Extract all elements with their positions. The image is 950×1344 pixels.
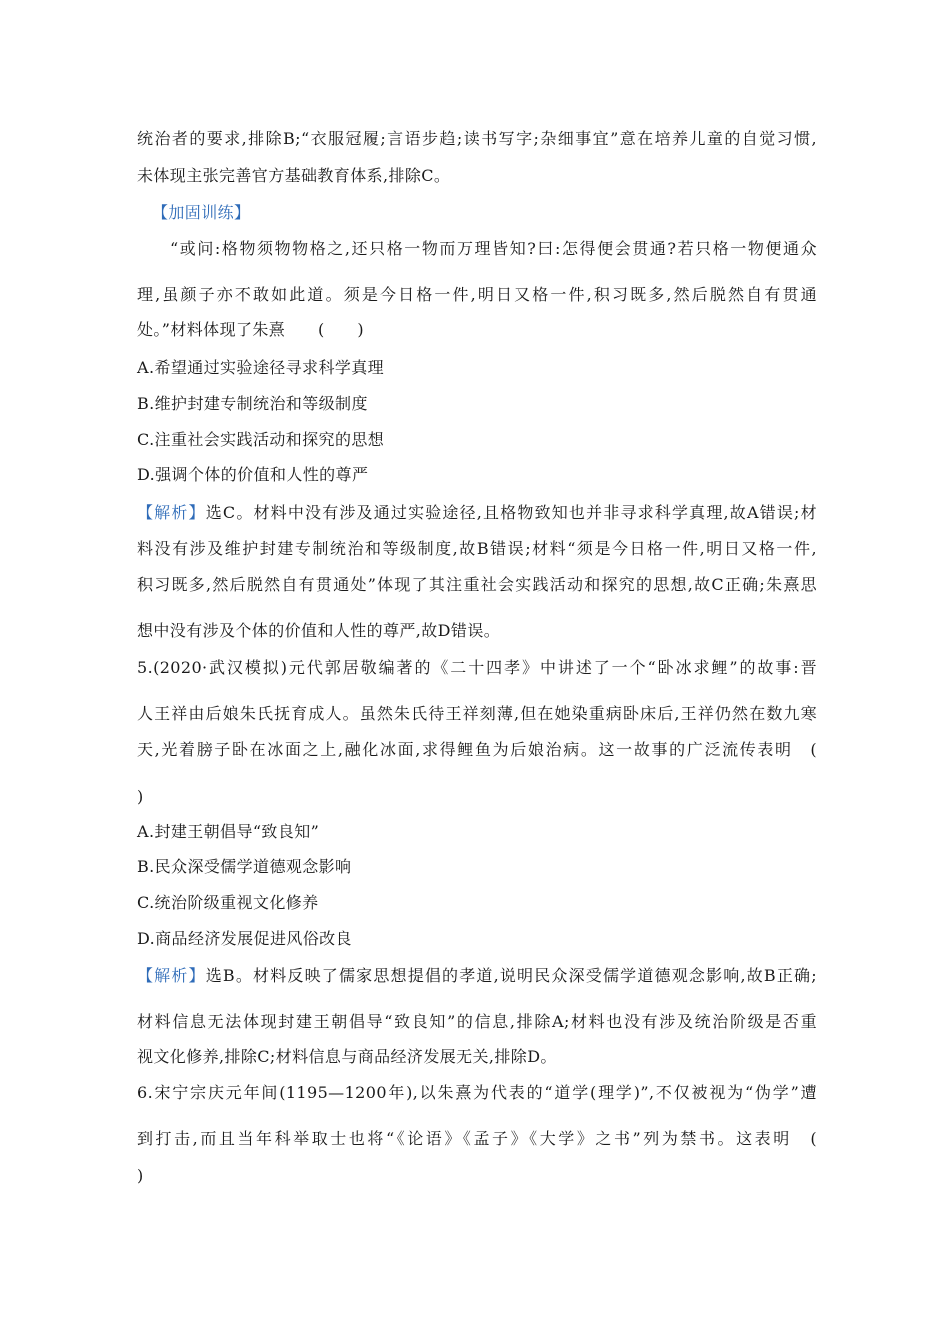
option-a: A.封建王朝倡导“致良知” — [137, 822, 320, 841]
question-5-text: 天,光着膀子卧在冰面之上,融化冰面,求得鲤鱼为后娘治病。这一故事的广泛流传表明 ( — [137, 740, 817, 759]
question-6-text: 到打击,而且当年科举取士也将“《论语》《孟子》《大学》之书”列为禁书。这表明 ( — [137, 1129, 817, 1148]
tag-label: 【加固训练】 — [152, 203, 251, 222]
section-tag-reinforcement — [152, 201, 832, 225]
analysis-tag: 【解析】 — [137, 503, 206, 522]
answer-bracket: ) — [137, 787, 144, 806]
answer-bracket: ) — [137, 1166, 144, 1185]
option-d: D.强调个体的价值和人性的尊严 — [137, 465, 369, 484]
question-5-text: 5.(2020·武汉模拟)元代郭居敬编著的《二十四孝》中讲述了一个“卧冰求鲤”的故事:晋 — [137, 658, 817, 677]
question-text: “或问:格物须物物格之,还只格一物而万理皆知?曰:怎得便会贯通?若只格一物便通众 — [170, 239, 817, 258]
analysis-text: 选C。材料中没有涉及通过实验途径,且格物致知也并非寻求科学真理,故A错误;材 — [205, 503, 818, 522]
analysis-line — [137, 964, 817, 988]
question-6-text: 6.宋宁宗庆元年间(1195—1200年),以朱熹为代表的“道学(理学)”,不仅被视为“伪学”遭 — [137, 1083, 817, 1102]
analysis-line: 积习既多,然后脱然自有贯通处”体现了其注重社会实践活动和探究的思想,故C正确;朱熹思 — [137, 575, 817, 594]
analysis-text: 选B。材料反映了儒家思想提倡的孝道,说明民众深受儒学道德观念影响,故B正确; — [205, 966, 817, 985]
text-line: 未体现主张完善官方基础教育体系,排除C。 — [137, 166, 451, 185]
question-5-text: 人王祥由后娘朱氏抚育成人。虽然朱氏待王祥刻薄,但在她染重病卧床后,王祥仍然在数九寒 — [137, 704, 817, 723]
option-b: B.维护封建专制统治和等级制度 — [137, 394, 368, 413]
analysis-line: 料没有涉及维护封建专制统治和等级制度,故B错误;材料“须是今日格一件,明日又格一件, — [137, 539, 817, 558]
analysis-line: 想中没有涉及个体的价值和人性的尊严,故D错误。 — [137, 621, 501, 640]
option-b: B.民众深受儒学道德观念影响 — [137, 857, 352, 876]
option-a: A.希望通过实验途径寻求科学真理 — [137, 358, 385, 377]
option-d: D.商品经济发展促进风俗改良 — [137, 929, 352, 948]
option-c: C.注重社会实践活动和探究的思想 — [137, 430, 385, 449]
analysis-line — [137, 501, 817, 525]
text-line: 统治者的要求,排除B;“衣服冠履;言语步趋;读书写字;杂细事宜”意在培养儿童的自觉习惯, — [137, 129, 817, 148]
analysis-line: 材料信息无法体现封建王朝倡导“致良知”的信息,排除A;材料也没有涉及统治阶级是否重 — [137, 1012, 817, 1031]
question-text: 理,虽颜子亦不敢如此道。须是今日格一件,明日又格一件,积习既多,然后脱然自有贯通 — [137, 285, 817, 304]
analysis-tag: 【解析】 — [137, 966, 206, 985]
question-text: 处。”材料体现了朱熹 ( ) — [137, 320, 365, 339]
option-c: C.统治阶级重视文化修养 — [137, 893, 319, 912]
analysis-line: 视文化修养,排除C;材料信息与商品经济发展无关,排除D。 — [137, 1047, 557, 1066]
